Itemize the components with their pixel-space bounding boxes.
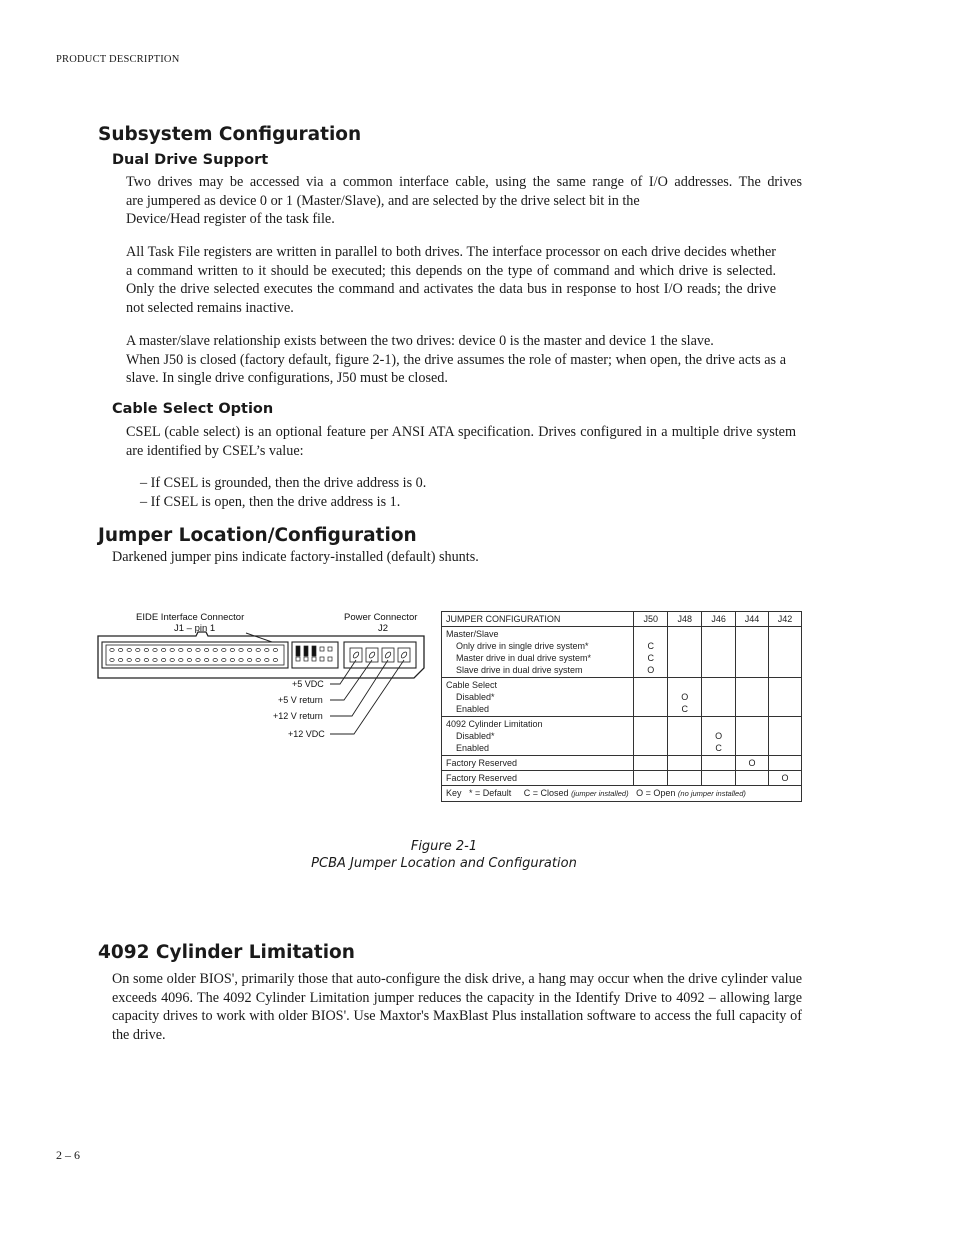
eide-pin [256, 648, 260, 651]
dual-drive-para-3 [126, 332, 786, 388]
eide-pin [118, 648, 122, 651]
callout-line-4 [330, 660, 404, 734]
eide-pin [161, 648, 165, 651]
eide-pin [265, 648, 269, 651]
cyl-limit-opt-2: Enabled [456, 743, 490, 753]
jumper-pin [312, 657, 316, 661]
pin-label-5v-return: +5 V return [278, 695, 323, 705]
j1-pointer-line [246, 633, 272, 642]
eide-pin [144, 658, 148, 661]
eide-pin [170, 658, 174, 661]
cyl-limit-j48 [668, 717, 702, 756]
jumper-pin [320, 657, 324, 661]
eide-pin [136, 658, 140, 661]
cable-select-j42 [769, 678, 802, 717]
eide-pin [187, 648, 191, 651]
j46-val-1: O [715, 731, 723, 741]
eide-pin [170, 648, 174, 651]
eide-pin [204, 648, 208, 651]
eide-pin [222, 648, 226, 651]
j50-val-1: C [647, 641, 655, 651]
power-pin [350, 648, 362, 662]
master-slave-j46 [702, 627, 736, 678]
eide-pin [110, 648, 114, 651]
jumper-config-table [441, 611, 802, 802]
section-title-subsystem: Subsystem Configuration [98, 124, 362, 145]
cable-select-j46 [702, 678, 736, 717]
factory-2-label: Factory Reserved [442, 771, 634, 786]
pin-label-5vdc: +5 VDC [292, 679, 324, 689]
eide-pin [153, 648, 157, 651]
j1-pin1-label: J1 – pin 1 [174, 623, 216, 634]
eide-pin [161, 658, 165, 661]
master-slave-j44 [736, 627, 769, 678]
callout-line-1 [330, 660, 356, 684]
factory-2-j46 [702, 771, 736, 786]
eide-pin [239, 648, 243, 651]
running-header: PRODUCT DESCRIPTION [56, 54, 180, 65]
master-slave-j42 [769, 627, 802, 678]
eide-pin [265, 658, 269, 661]
page-number: 2 – 6 [56, 1148, 80, 1162]
factory-1-j46 [702, 756, 736, 771]
eide-pin [230, 658, 234, 661]
cable-select-opt-1: Disabled* [456, 692, 495, 702]
factory-2-j42: O [769, 771, 802, 786]
eide-pin [127, 658, 131, 661]
table-header-row [442, 612, 802, 627]
j46-val-2: C [715, 743, 722, 753]
figure-title: PCBA Jumper Location and Configuration [311, 856, 577, 871]
jumper-shunt [296, 646, 300, 656]
factory-2-j48 [668, 771, 702, 786]
table-row-cyl-limit [442, 717, 802, 756]
j50-val-3: O [647, 665, 655, 675]
cable-select-bullet-2: – If CSEL is open, then the drive address is 1. [140, 494, 401, 510]
eide-pin [153, 658, 157, 661]
factory-1-j50 [634, 756, 668, 771]
eide-pin [196, 658, 200, 661]
table-row-master-slave [442, 627, 802, 678]
header-j48: J48 [668, 612, 702, 627]
cable-select-j48 [668, 678, 702, 717]
master-slave-opt-1: Only drive in single drive system* [456, 641, 589, 651]
table-key [442, 786, 802, 802]
eide-connector-inner [106, 645, 284, 665]
pcba-connector-diagram [96, 606, 436, 746]
jumper-pin [320, 647, 324, 651]
factory-2-j44 [736, 771, 769, 786]
table-row-factory-2 [442, 771, 802, 786]
master-slave-cell [442, 627, 634, 678]
key-open: O = Open [636, 788, 676, 798]
master-slave-title: Master/Slave [446, 629, 499, 639]
eide-pin [144, 648, 148, 651]
power-pin [366, 648, 378, 662]
cyl-limit-title: 4092 Cylinder Limitation [446, 719, 543, 729]
subsection-title-dual-drive: Dual Drive Support [112, 152, 269, 168]
dual-drive-para-3-rest: When J50 is closed (factory default, figure 2-1), the drive assumes the role of master; when open, the drive acts as a slave. In single drive configurations, J50 must be closed. [126, 351, 786, 387]
cyl-limit-j44 [736, 717, 769, 756]
j48-val-1: O [681, 692, 689, 702]
eide-pin [136, 648, 140, 651]
figure-number: Figure 2-1 [410, 839, 478, 854]
eide-pin [239, 658, 243, 661]
master-slave-opt-3: Slave drive in dual drive system [456, 665, 583, 675]
pin-label-12vdc: +12 VDC [288, 729, 325, 739]
header-jumper-config: JUMPER CONFIGURATION [442, 612, 634, 627]
figure-caption [250, 838, 638, 872]
eide-pin-grid [110, 648, 278, 661]
power-connector-label: Power Connector [344, 612, 418, 623]
factory-1-j48 [668, 756, 702, 771]
cyl-limit-opt-1: Disabled* [456, 731, 495, 741]
jumper-pin [328, 657, 332, 661]
pcba-outline [98, 632, 424, 678]
section-title-4092: 4092 Cylinder Limitation [98, 942, 355, 963]
cyl-limit-j50 [634, 717, 668, 756]
table-row-cable-select [442, 678, 802, 717]
cable-select-j50 [634, 678, 668, 717]
factory-1-label: Factory Reserved [442, 756, 634, 771]
factory-1-j42 [769, 756, 802, 771]
header-j44: J44 [736, 612, 769, 627]
eide-pin [230, 648, 234, 651]
eide-pin [179, 658, 183, 661]
eide-pin [273, 648, 277, 651]
eide-pin [204, 658, 208, 661]
dual-drive-para-1-line-1: Two drives may be accessed via a common interface cable, using the same range of I/O addresses. The drives [126, 174, 802, 190]
factory-1-j44: O [736, 756, 769, 771]
eide-pin [127, 648, 131, 651]
eide-pin [213, 648, 217, 651]
jumper-shunt [312, 646, 316, 656]
cyl-limit-j46 [702, 717, 736, 756]
power-pin [382, 648, 394, 662]
jumper-pin-grid [296, 646, 332, 661]
power-pin-grid [350, 648, 410, 662]
section-title-jumper: Jumper Location/Configuration [98, 525, 417, 546]
jumper-pin [328, 647, 332, 651]
jumper-intro-para: Darkened jumper pins indicate factory-installed (default) shunts. [112, 549, 479, 565]
power-connector [344, 642, 416, 668]
header-j42: J42 [769, 612, 802, 627]
cable-select-cell [442, 678, 634, 717]
jumper-pin [304, 657, 308, 661]
dual-drive-para-1 [126, 173, 802, 229]
table-row-factory-1 [442, 756, 802, 771]
eide-pin [179, 648, 183, 651]
cyl4092-para: On some older BIOS', primarily those that auto-configure the disk drive, a hang may occur when the drive cylinder value exceeds 4096. The 4092 Cylinder Limitation jumper reduces the capacity in the Identify Drive to 4092 – allowing large capacity drives to work with older BIOS'. Use Maxtor's MaxBlast Plus installation software to access the full capacity of the drive. [112, 971, 802, 1043]
eide-pin [222, 658, 226, 661]
cyl-limit-cell [442, 717, 634, 756]
eide-pin [110, 658, 114, 661]
j50-val-2: C [647, 653, 655, 663]
eide-pin [256, 658, 260, 661]
power-pin-callouts [273, 660, 404, 739]
cable-select-title: Cable Select [446, 680, 498, 690]
dual-drive-para-3-line-1: A master/slave relationship exists between the two drives: device 0 is the master and device 1 the slave. [126, 333, 714, 349]
eide-pin [196, 648, 200, 651]
eide-pin [247, 658, 251, 661]
cable-select-opt-2: Enabled [456, 704, 490, 714]
j48-val-2: C [681, 704, 688, 714]
master-slave-j50 [634, 627, 668, 678]
key-open-note: (no jumper installed) [677, 789, 746, 798]
jumper-shunt [304, 646, 308, 656]
eide-pin [187, 658, 191, 661]
table-row-key [442, 786, 802, 802]
eide-connector [102, 642, 288, 668]
master-slave-opt-2: Master drive in dual drive system* [456, 653, 592, 663]
eide-pin [273, 658, 277, 661]
cable-select-para: CSEL (cable select) is an optional feature per ANSI ATA specification. Drives configured in a multiple drive system are identified by CSEL’s value: [126, 424, 796, 459]
cable-select-bullet-1: – If CSEL is grounded, then the drive address is 0. [140, 475, 427, 491]
j2-label: J2 [378, 623, 389, 634]
pin-label-12v-return: +12 V return [273, 711, 323, 721]
dual-drive-para-2: All Task File registers are written in parallel to both drives. The interface processor on each drive decides whether a command written to it should be executed; this depends on the type of command and which drive is selected. Only the drive selected executes the command and activates the data bus in response to host I/O reads; the drive not selected remains inactive. [126, 244, 776, 316]
factory-2-j50 [634, 771, 668, 786]
cable-select-j44 [736, 678, 769, 717]
jumper-pin [296, 657, 300, 661]
header-j46: J46 [702, 612, 736, 627]
key-closed-note: (jumper installed) [571, 789, 629, 798]
eide-connector-label: EIDE Interface Connector [136, 612, 245, 623]
dual-drive-para-1-line-2: are jumpered as device 0 or 1 (Master/Slave), and are selected by the drive select bit in the [126, 192, 640, 209]
power-pin [398, 648, 410, 662]
eide-pin [247, 648, 251, 651]
key-prefix: Key * = Default C = Closed [446, 788, 569, 798]
eide-pin [118, 658, 122, 661]
cyl-limit-j42 [769, 717, 802, 756]
subsection-title-cable-select: Cable Select Option [112, 401, 274, 417]
master-slave-j48 [668, 627, 702, 678]
header-j50: J50 [634, 612, 668, 627]
dual-drive-para-1-line-3: Device/Head register of the task file. [126, 211, 335, 228]
eide-pin [213, 658, 217, 661]
